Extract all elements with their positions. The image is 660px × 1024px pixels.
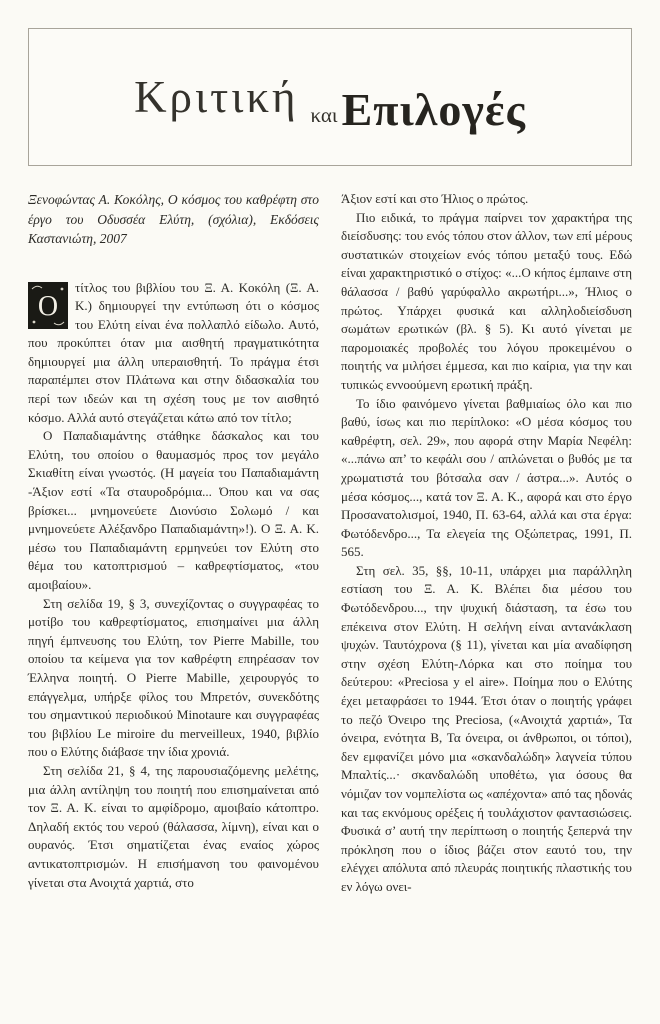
paragraph-lead-text: τίτλος του βιβλίου του Ξ. Α. Κοκόλη (Ξ. Α. Κ.) δημιουργεί την εντύπωση ότι ο κόσμος του Ελύτη είναι ένα πολλαπλό είδωλο. Αυτό, που προκύπτει όταν μια αισθητή πραγματικότητα δημιουργεί μια άλλη υπεραισθητή. Το πράγμα έτσι παραπέμπει στον Πλάτωνα και στην διδασκαλία του περί των ιδεών και τη σχέση τους με τον αισθητό κόσμο. Αλλά αυτό στεγάζεται κάτω από τον τίτλο; — [28, 279, 319, 425]
right-column — [341, 190, 632, 897]
paragraph: Ο Παπαδιαμάντης στάθηκε δάσκαλος και του Ελύτη, του οποίου ο θαυμασμός προς τον μεγάλο Σκιαθίτη είναι γνωστός. (Η μαγεία του Παπαδιαμάντη -Άξιον εστί «Τα σταυροδρόμια... Όπου και να σας βρίσκει... μνημονεύετε Διονύσιο Σολωμό / και μνημονεύετε Αλέξανδρο Παπαδιαμάντη»!). Ο Ξ. Α. Κ. μέσω του Παπαδιαμάντη ερμηνεύει τον Ελύτη στο θέμα του κατοπτρισμού – καθρεφτίσματος, «του αμοιβαίου». — [28, 428, 319, 592]
paragraph: Στη σελίδα 21, § 4, της παρουσιαζόμενης μελέτης, μια άλλη αντίληψη του ποιητή που επισημαίνεται από τον Ξ. Α. Κ. είναι το αμφίδρομο, αμοιβαίο κάτοπτρο. Δηλαδή εκτός του νερού (θάλασσα, λίμνη), είναι και ο ουρανός. Έτσι σηματίζεται ένας εναίος χώρος αντικατοπτρισμών. Η επισήμανση του φαινομένου γίνεται στα Ανοιχτά χαρτιά, στο — [28, 762, 319, 890]
left-column — [28, 190, 319, 897]
page-title — [134, 72, 526, 135]
page-title-word-2: Επιλογές — [341, 84, 526, 135]
paragraph: Το ίδιο φαινόμενο γίνεται βαθμιαίως όλο και πιο βαθύ, ίσως και πιο περίπλοκο: «Ο μέσα κόσμος του καθρέφτη, σελ. 29», που αφορά στην Μαρία Νεφέλη: «...πάνω απ’ το κεφάλι σου / απλώνεται ο βυθός με τα χρωματιστά του βότσαλα σαν / άστρα...». Αυτός ο μέσα κόσμος..., κατά τον Ξ. Α. Κ., αφορά και στο έργο Προσανατολισμοί, 1940, Π. 63-64, αλλά και στα έργα: Φωτόδενδρο..., Τα ελεγεία της Οξώπετρας, 1991, Π. 565. — [341, 395, 632, 560]
title-box — [28, 28, 632, 166]
book-citation: Ξενοφώντας Α. Κοκόλης, Ο κόσμος του καθρέφτη στο έργο του Οδυσσέα Ελύτη, (σχόλια), Εκδόσεις Καστανιώτη, 2007 — [28, 192, 319, 246]
paragraph-lead — [28, 279, 319, 428]
page-title-connector: και — [310, 103, 338, 127]
article-columns — [28, 190, 632, 897]
paragraph: Πιο ειδικά, το πράγμα παίρνει τον χαρακτήρα της διείσδυσης: του ενός τόπου στον άλλον, των επί μέρους συστατικών στοιχείων ενός τόπου μεταξύ τους. Εδώ είναι χαρακτηριστικό ο στίχος: «...Ο κήπος έμπαινε στη θάλασσα / βαθύ γαρύφαλλο ακρωτήρι...», Ήλιος ο πρώτος. Υπάρχει φυσικά και αλληλοδιείσδυση σωμάτων ερωτικών (βλ. § 5). Κι αυτό γίνεται με παρομοιακές προβολές του λόγου προκειμένου ο ποιητής να μιλήσει έμμεσα, και πιο καίρια, για την και τυπικώς εννοούμενη ερωτική πράξη. — [341, 209, 632, 392]
paragraph: Στη σελίδα 19, § 3, συνεχίζοντας ο συγγραφέας το μοτίβο του καθρεφτίσματος, επισημαίνει μια άλλη πηγή έμπνευσης του Ελύτη, τον Pierre Mabille, του οποίου τα κείμενα για τον καθρέφτη επηρέασαν τον Έλληνα ποιητή. Ο Pierre Mabille, χειρουργός το επάγγελμα, υπήρξε φίλος του Μπρετόν, συνεκδότης του σημαντικού περιοδικού Minotaure και συγγραφέας του βιβλίου Le miroire du merveilleux, 1940, βιβλίο που ο Ελύτης διάβασε την ίδια χρονιά. — [28, 595, 319, 760]
page-title-word-1: Κριτική — [134, 72, 299, 122]
dropcap-initial — [28, 282, 68, 329]
paragraph: Άξιον εστί και στο Ήλιος ο πρώτος. — [341, 191, 529, 206]
dropcap-letter: Ο — [37, 290, 59, 322]
paragraph: Στη σελ. 35, §§, 10-11, υπάρχει μια παράλληλη εστίαση του Ξ. Α. Κ. Βλέπει δια μέσου του Φωτόδενδρου..., την ψυχική διάσταση, τα έσω του επέκεινα στον Ελύτη. Η σελήνη είναι αντανάκλαση ψυχών. Ταυτόχρονα (§ 11), γίνεται και μία αναδίφηση στην σχέση Ελύτη-Λόρκα και στο ποίημα του δεύτερου: «Preciosa y el aire». Ποίημα που ο Ελύτης έχει μεταφράσει το 1944. Έτσι όταν ο ποιητής γράφει το πεζό Όνειρο της Preciosa, («Ανοιχτά χαρτιά», Τα όνειρα, ενότητα Β, Τα όνειρα, οι άνθρωποι, οι τόποι), δεν εμφανίζει μόνο μια «σκανδαλώδη» λαγνεία τύπου Μπαλτίς...· σκανδαλώδη υποθέτω, για όσους θα νόμιζαν τον νομπελίστα ως «απέχοντα» από τας ηδονάς και τας εκνόμους ορέξεις ή τουλάχιστον φαντασιώσεις. Φυσικά σ’ αυτή την περίπτωση ο ποιητής ξεπερνά την πρόκληση που ο ίδιος βάζει στον εαυτό του, την ελέγχει απόλυτα από πλευράς ποιητικής πλαστικής του εν λόγω ονει- — [341, 562, 632, 894]
